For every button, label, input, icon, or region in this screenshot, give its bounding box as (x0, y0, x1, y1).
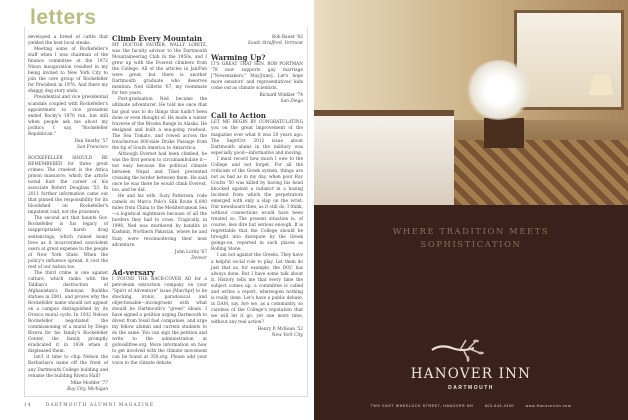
author: Richard Winkler '74 (259, 93, 303, 99)
branch-logo-icon (430, 336, 490, 364)
author: John Loritz '67 (174, 249, 207, 255)
address: TWO EAST WHEELOCK STREET, HANOVER NH (370, 404, 474, 408)
author: Dan Searby '57 (74, 138, 108, 144)
letter-paragraph: IT'S GREAT THAT SEN. ROB PORTMAN '78 now supports gay marriage ["Newsmakers," May/June]. Let's hope more senators' and representatives' kids come out as climate scientists. (211, 62, 303, 92)
author: Mike Modder '77 (70, 380, 108, 386)
letter-paragraph: The third crime is one against culture, which ranks with the Taliban's destruction of Afghanistan's Bamiyan Buddha statues in 2001, and proves why the Rockefeller name should not appear on a campus distinguished by its Orozco mural cycle. In 1932 Nelson Rockefeller negotiated the commissioning of a mural by Diego Rivera for his family's Rockefeller Center, the family promptly eradicated it in 1934 when it displeased them. (28, 270, 108, 355)
letter-signature (112, 250, 207, 262)
location: Bay City, Michigan (67, 386, 108, 392)
letter-heading: Ad-versary (112, 267, 155, 277)
phone: 603.643.4300 (484, 404, 515, 408)
tagline-line-2: SOPHISTICATION (420, 239, 522, 249)
brand-subtitle: DARTMOUTH (448, 385, 494, 391)
letter-paragraph: developed a breed of cattle that yielded the best local steaks. (28, 35, 108, 47)
letter-paragraph: He and his wife, Suzy Patterson, rode camels on Marco Polo's Silk Route 6,000 miles from China to the Mediterranean Sea—a logistical nightmare because of all the borders they had to cross. Tragically, in 1998, Ned was murdered by bandits in Kashmir, Northern Pakistan, where he and Suzy were reconnoitering their next adventure. (112, 194, 207, 248)
page-footer (24, 403, 154, 408)
hotel-room-photo (314, 0, 628, 205)
tagline-line-1: WHERE TRADITION MEETS (392, 226, 550, 236)
section-title: letters (30, 6, 97, 29)
ad-contact (314, 404, 628, 408)
letter-paragraph: LET ME BEGIN BY CONGRATULATING you on the great improvement of the magazine over what it was 20 years ago. The Sept/Oct 2012 issue about Dartmouth alums in the military was especially good—informative and moving. (211, 120, 303, 156)
letter-paragraph: Post-graduation Ned became the ultimate adventurer. He told me once that his goal was to do things that hadn't been done or even thought of. He made a winter traverse of the Brooks Range in Alaska. He designed and built a sea-going rowboat, The Sea Tomato, and rowed across the treacherous 600-mile Drake Passage from the tip of South America to Antarctica. (112, 97, 207, 151)
author: Henry P. McKean '52 (257, 327, 303, 333)
letter-paragraph: Meeting some of Rockefeller's staff when I was chairman of the finance committee at the 1972 Nixon inauguration resulted in my being invited to New York City to join the core group of Rockefeller for President in 1976. And there my shaggy dog story ends. (28, 47, 108, 95)
column-1 (28, 35, 108, 393)
letter-paragraph: I must record how much I owe to the College and not forget. For all the criticism of the Greek system, things are not as bad as in my day, when poor Ray Coutts '50 was killed by having his head knocked against a radiator in a hazing incident from which the perpetrators emerged with only a slap on the wrist. Our newsboard then, as it still do, I think, without connections would have been treated so. The present situation is, of course, less dire but serious enough. It is regrettable that the College should be brought into disrepute by the Greek goings-on, reported in such places as Rolling Stone. (211, 156, 303, 253)
column-2 (112, 34, 207, 367)
location: South Strafford, Vermont (247, 41, 303, 47)
location: Denver (191, 255, 207, 261)
letter-signature (28, 381, 108, 393)
letter-paragraph: I FOUND THE BACK-COVER AD for a petroleum extraction company on your "Spirit of Adventure" issue [Mar/Apr] to be shocking, ironic, paradoxical and objectionable—incongruent with what should be Dartmouth's "green" ideals. I have signed a petition urging Dartmouth to divest from fossil fuel companies, and urge my fellow alumni and current students to do the same. You can sign the petition and write to the administration at gofossilfree.org. More information on how to get involved with the climate movement can be found at 350.org. Please add your voice to the climate debate. (112, 276, 207, 367)
location: New York City (271, 333, 303, 339)
page-number: 14 (24, 403, 32, 408)
ad-tagline (314, 225, 628, 251)
brand-name: HANOVER INN (410, 366, 532, 382)
letter-paragraph: Although Everest had been climbed, he was the first person to circumambulate it—not easy because the political climate between Nepal and Tibet prevented crossing the border between them. He said once he was there he would climb Everest, too, and he did. (112, 151, 207, 194)
letter-signature (211, 35, 303, 47)
location: San Francisco (77, 144, 108, 150)
letter-heading: Climb Every Mountain (112, 34, 203, 43)
letter-heading: Call to Action (211, 111, 266, 121)
magazine-name: DARTMOUTH ALUMNI MAGAZINE (45, 403, 155, 408)
letter-paragraph: I am not against the Greeks. They have a helpful social role to play. Let them do just that as, for example, the DOC has always done. But I have some talk about it. History tells me that every time the subject comes up, a committee is called and writes a report, whereupon nothing is really done. Let's have a public debate, in DAM, say. Are we, as a community, so careless of the College's reputation that we will let it go, yet one more time, without any real action? (211, 253, 303, 325)
letter-signature (211, 327, 303, 339)
website-link[interactable]: www.HanoverInn.com (525, 404, 572, 408)
author: Bob Bauer '82 (272, 35, 303, 40)
column-3 (211, 34, 303, 339)
letter-heading: Warming Up? (211, 53, 266, 63)
letter-paragraph: MY DOCTOR FATHER, WALLY LORITZ, was the faculty advisor to the Dartmouth Mountaineering Club in the 1950s, and I grew up with the Everest climbers from the College. All of the articles in Jan/Feb were great, but there is another Dartmouth graduate who deserves mention: Ned Gillette '67, my roommate for two years. (112, 43, 207, 97)
letter-paragraph: Presidential and vice presidential scandals coupled with Rockefeller's appointment to vice president ended Rocky's 1976 run, but still when people ask me about my politics I say, "Rockefeller Republican." (28, 95, 108, 137)
letter-paragraph: The second act that haunts Gov. Rockefeller is his legacy of inappropriately harsh drug sentencings, which ruined many lives as it incarcerated nonviolent users at great expense to the people of New York State. When the policy's influence spread, it cost the rest of our nation too. (28, 216, 108, 270)
letter-signature (28, 139, 108, 151)
letter-paragraph: Isn't it time to chip Nelson the Barbarian's name off the front of any Dartmouth College building and rename the building Rivera Hall? (28, 355, 108, 379)
location: San Diego (280, 99, 303, 105)
letter-paragraph: ROCKEFELLER SHOULD BE REMEMBERED for three great crimes: The cruelest is the Attica prison massacre, which the article noted hurt the career of his associate Robert Douglass '53. In 2011 further information came out that pinned the responsibility for its bloodshed on Rockefeller's impatient raid, not the prisoners. (28, 155, 108, 216)
letter-signature (211, 93, 303, 105)
